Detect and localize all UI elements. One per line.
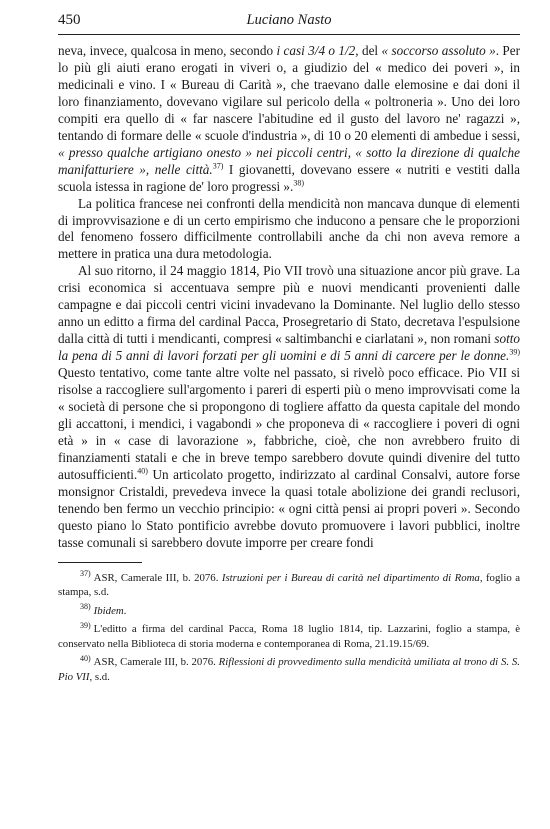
paragraph-3 bbox=[58, 263, 520, 551]
footnote-ref-37[interactable]: 37) bbox=[212, 161, 224, 171]
footnote-text: L'editto a firma del cardinal Pacca, Roma 18 luglio 1814, tip. Lazzarini, foglio a stampa, è conservato nella Biblioteca di storia moderna e contemporanea di Roma, 21.19.15/69. bbox=[58, 623, 520, 650]
footnote-number: 39) bbox=[80, 620, 91, 630]
text-run-italic: « soccorso assoluto » bbox=[381, 43, 496, 58]
footnote-text-italic: Ibidem bbox=[93, 604, 124, 617]
text-run: I giovanetti, dovevano essere « nutriti e vestiti dalla scuola istessa in ragione de' loro progressi ». bbox=[58, 161, 520, 194]
footnote-text: ASR, Camerale III, b. 2076. bbox=[93, 656, 219, 669]
footnote-text: . bbox=[123, 604, 127, 617]
footnote-text-italic: Istruzioni per i Bureau di carità nel dipartimento di Roma bbox=[221, 571, 480, 584]
running-head: Luciano Nasto bbox=[246, 12, 332, 28]
text-run: Al suo ritorno, il 24 maggio 1814, Pio VII trovò una situazione ancor più grave. La crisi economica si accentuava sempre più e nuovi mendicanti provenienti dalle campagne e dai piccoli centri vicini invadevano la Dominante. Nel luglio dello stesso anno un editto a firma del cardinal Pacca, Prosegretario di Stato, decretava l'espulsione dalla città di tutti i mendicanti, compresi « saltimbanchi e ciarlatani », non romani bbox=[58, 263, 520, 347]
footnote-ref-38[interactable]: 38) bbox=[293, 178, 304, 188]
footnote-ref-40[interactable]: 40) bbox=[137, 466, 148, 476]
text-run: , del bbox=[355, 43, 382, 58]
footnote-text: , s.d. bbox=[89, 670, 110, 683]
footnote-37 bbox=[58, 571, 520, 600]
text-run: Questo tentativo, come tante altre volte nel passato, si rivelò poco efficace. Pio VII si risolse a raccogliere sull'argomento i pareri di esperti più o meno improvvisati come la « società di persone che si propongono di togliere affatto da questa capitale del mondo gli accattoni, i mendici, i vagabondi » che proponeva di « raccogliere i poveri di ogni età » in « case di lavorazione », fabbriche, cioè, che non avrebbero fruito di finanziamenti statali e che in breve tempo sarebbero dovute quindi divenire del tutto autosufficienti. bbox=[58, 365, 520, 482]
footnote-38 bbox=[58, 604, 520, 619]
footnote-39 bbox=[58, 622, 520, 651]
footnote-number: 37) bbox=[80, 569, 91, 578]
footnote-divider bbox=[58, 562, 142, 563]
footnotes bbox=[58, 571, 520, 685]
body-text bbox=[58, 43, 520, 552]
text-run: neva, invece, qualcosa in meno, secondo bbox=[58, 43, 277, 58]
text-run: Un articolato progetto, indirizzato al cardinal Consalvi, autore forse monsignor Cristaldi, prevedeva invece la quasi totale abolizione dei grandi reclusori, tenendo ben fermo un vecchio principio: « ogni città pensi ai propri poveri ». Secondo questo piano lo Stato pontificio avrebbe dovuto promuovere i lavori pubblici, inoltre tasse comunali si sarebbero dovute imporre per creare fondi bbox=[58, 466, 520, 550]
footnote-40 bbox=[58, 655, 520, 684]
footnote-ref-39[interactable]: 39) bbox=[509, 347, 520, 357]
paragraph-2: La politica francese nei confronti della mendicità non mancava dunque di elementi di improvvisazione e di un certo empirismo che inducono a pensare che le proporzioni del fenomeno fossero difficilmente controllabili anche da chi non aveva remore a mettere in pratica una dura metodologia. bbox=[58, 195, 520, 262]
footnote-number: 38) bbox=[80, 602, 91, 611]
text-run-italic: « presso qualche artigiano onesto » nei piccoli centri, « sotto la direzione di qualche manifatturiere », nelle città. bbox=[58, 144, 520, 177]
text-run: . Per lo più gli aiuti erano erogati in viveri o, a giudizio del « medico dei poveri », in medicinali e vino. I « Bureau di Carità », che traevano dalle elemosine e dai doni il loro finanziamento, dovevano vigilare sul pericolo della « poltroneria ». Uno dei loro compiti era quello di « far nascere l'abitudine ed il gusto del lavoro ne' ragazzi », tentando di formare delle « scuole d'industria », di 10 o 20 elementi di ambedue i sessi, bbox=[58, 43, 520, 143]
footnote-text: , foglio a stampa, s.d. bbox=[58, 571, 520, 599]
text-run-italic: sotto la pena di 5 anni di lavori forzati per gli uomini e di 5 anni di carcere per le donne. bbox=[58, 331, 520, 364]
footnote-text-italic: Riflessioni di provvedimento sulla mendicità umiliata al trono di S. S. Pio VII bbox=[58, 656, 520, 683]
footnote-number: 40) bbox=[80, 653, 91, 663]
footnote-text: ASR, Camerale III, b. 2076. bbox=[93, 571, 222, 584]
text-run-italic: i casi 3/4 o 1/2 bbox=[276, 43, 356, 58]
page-number: 450 bbox=[58, 12, 81, 28]
page-header bbox=[58, 12, 520, 35]
paragraph-1 bbox=[58, 43, 520, 196]
